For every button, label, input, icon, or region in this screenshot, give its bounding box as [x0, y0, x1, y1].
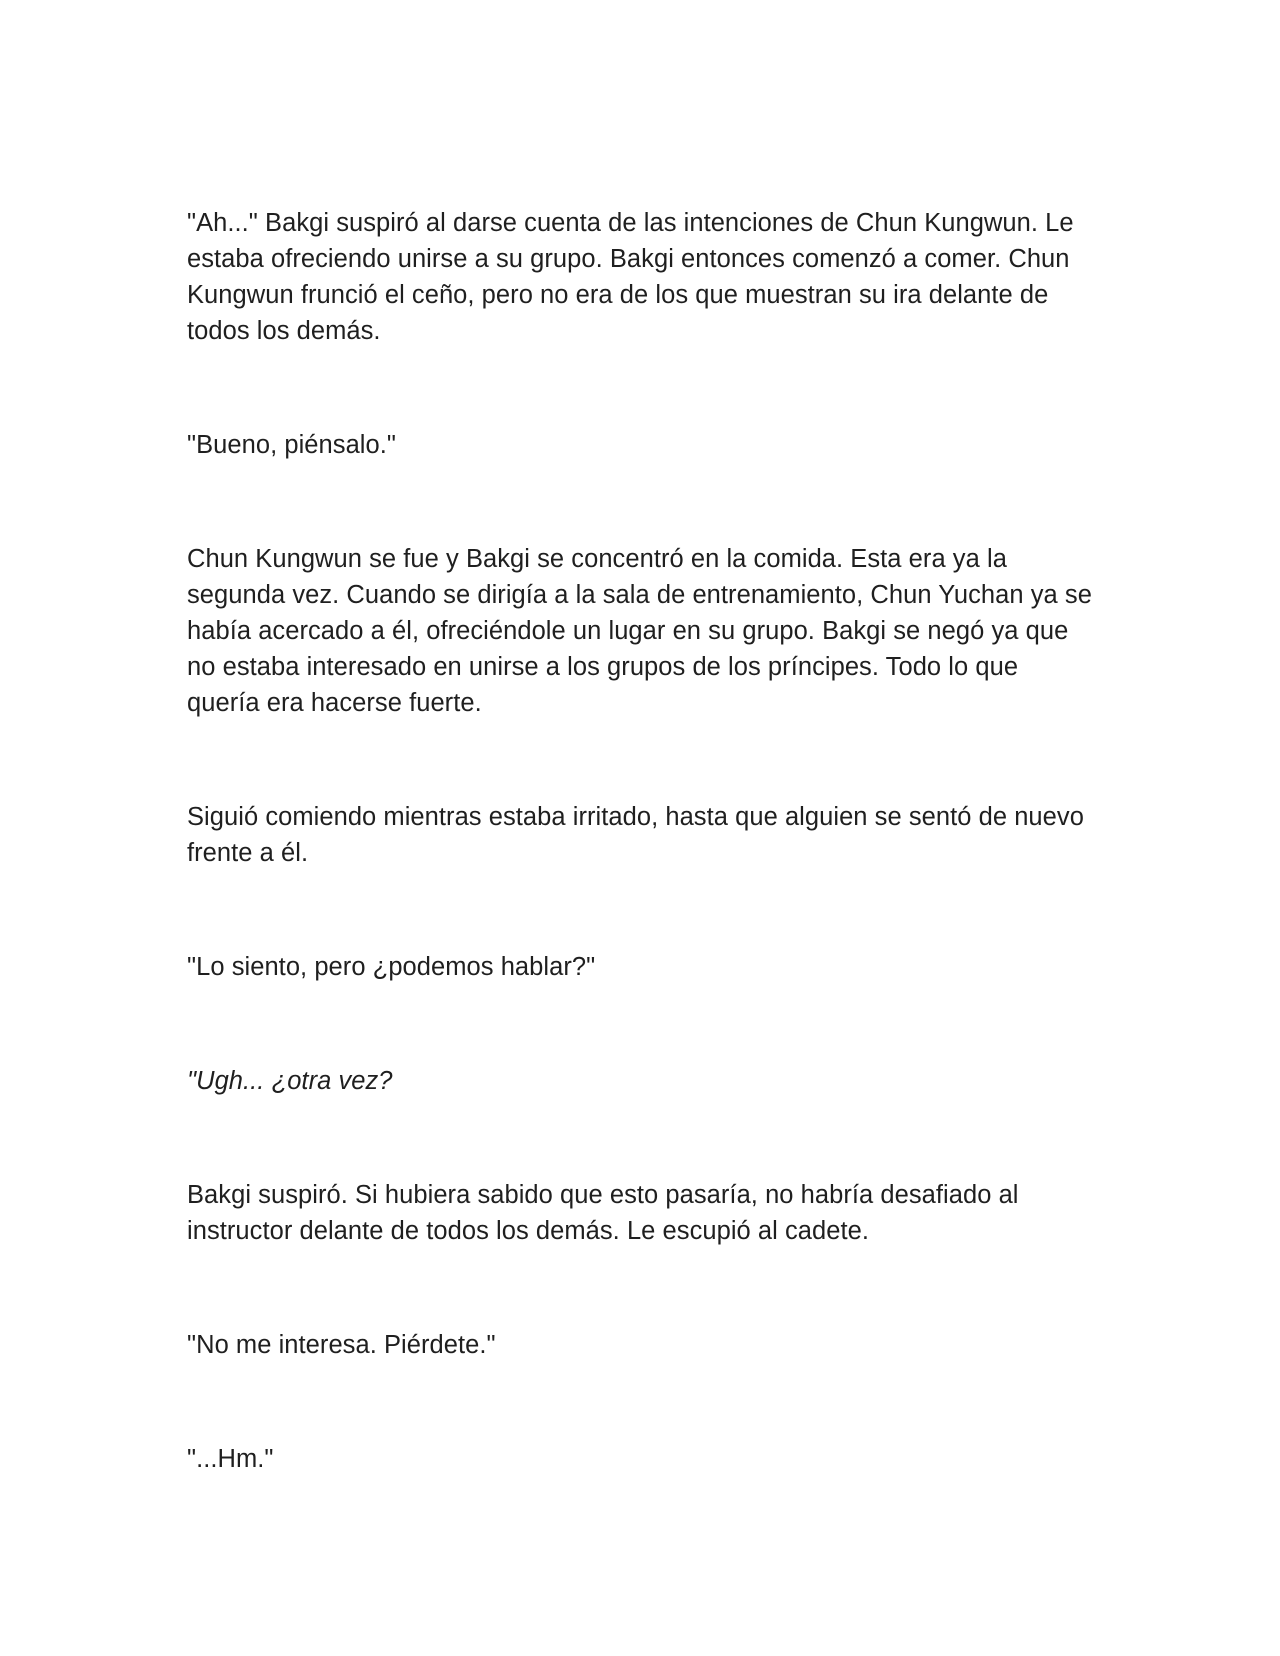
paragraph-4: Siguió comiendo mientras estaba irritado, hasta que alguien se sentó de nuevo frente a él. [187, 803, 1084, 867]
paragraph-3: Chun Kungwun se fue y Bakgi se concentró en la comida. Esta era ya la segunda vez. Cuando se dirigía a la sala de entrenamiento, Chun Yuchan ya se había acercado a él, ofreciéndole un lugar en su grupo. Bakgi se negó ya que no estaba interesado en unirse a los grupos de los príncipes. Todo lo que quería era hacerse fuerte. [187, 545, 1092, 717]
paragraph-2: "Bueno, piénsalo." [187, 431, 396, 459]
document-body [187, 205, 1093, 1477]
paragraph-9: "...Hm." [187, 1445, 274, 1473]
paragraph-1: "Ah..." Bakgi suspiró al darse cuenta de las intenciones de Chun Kungwun. Le estaba ofreciendo unirse a su grupo. Bakgi entonces comenzó a comer. Chun Kungwun frunció el ceño, pero no era de los que muestran su ira delante de todos los demás. [187, 209, 1074, 345]
paragraph-7: Bakgi suspiró. Si hubiera sabido que esto pasaría, no habría desafiado al instructor delante de todos los demás. Le escupió al cadete. [187, 1181, 1019, 1245]
paragraph-6-italic-thought: "Ugh... ¿otra vez? [187, 1067, 393, 1095]
paragraph-5: "Lo siento, pero ¿podemos hablar?" [187, 953, 596, 981]
paragraph-8: "No me interesa. Piérdete." [187, 1331, 496, 1359]
